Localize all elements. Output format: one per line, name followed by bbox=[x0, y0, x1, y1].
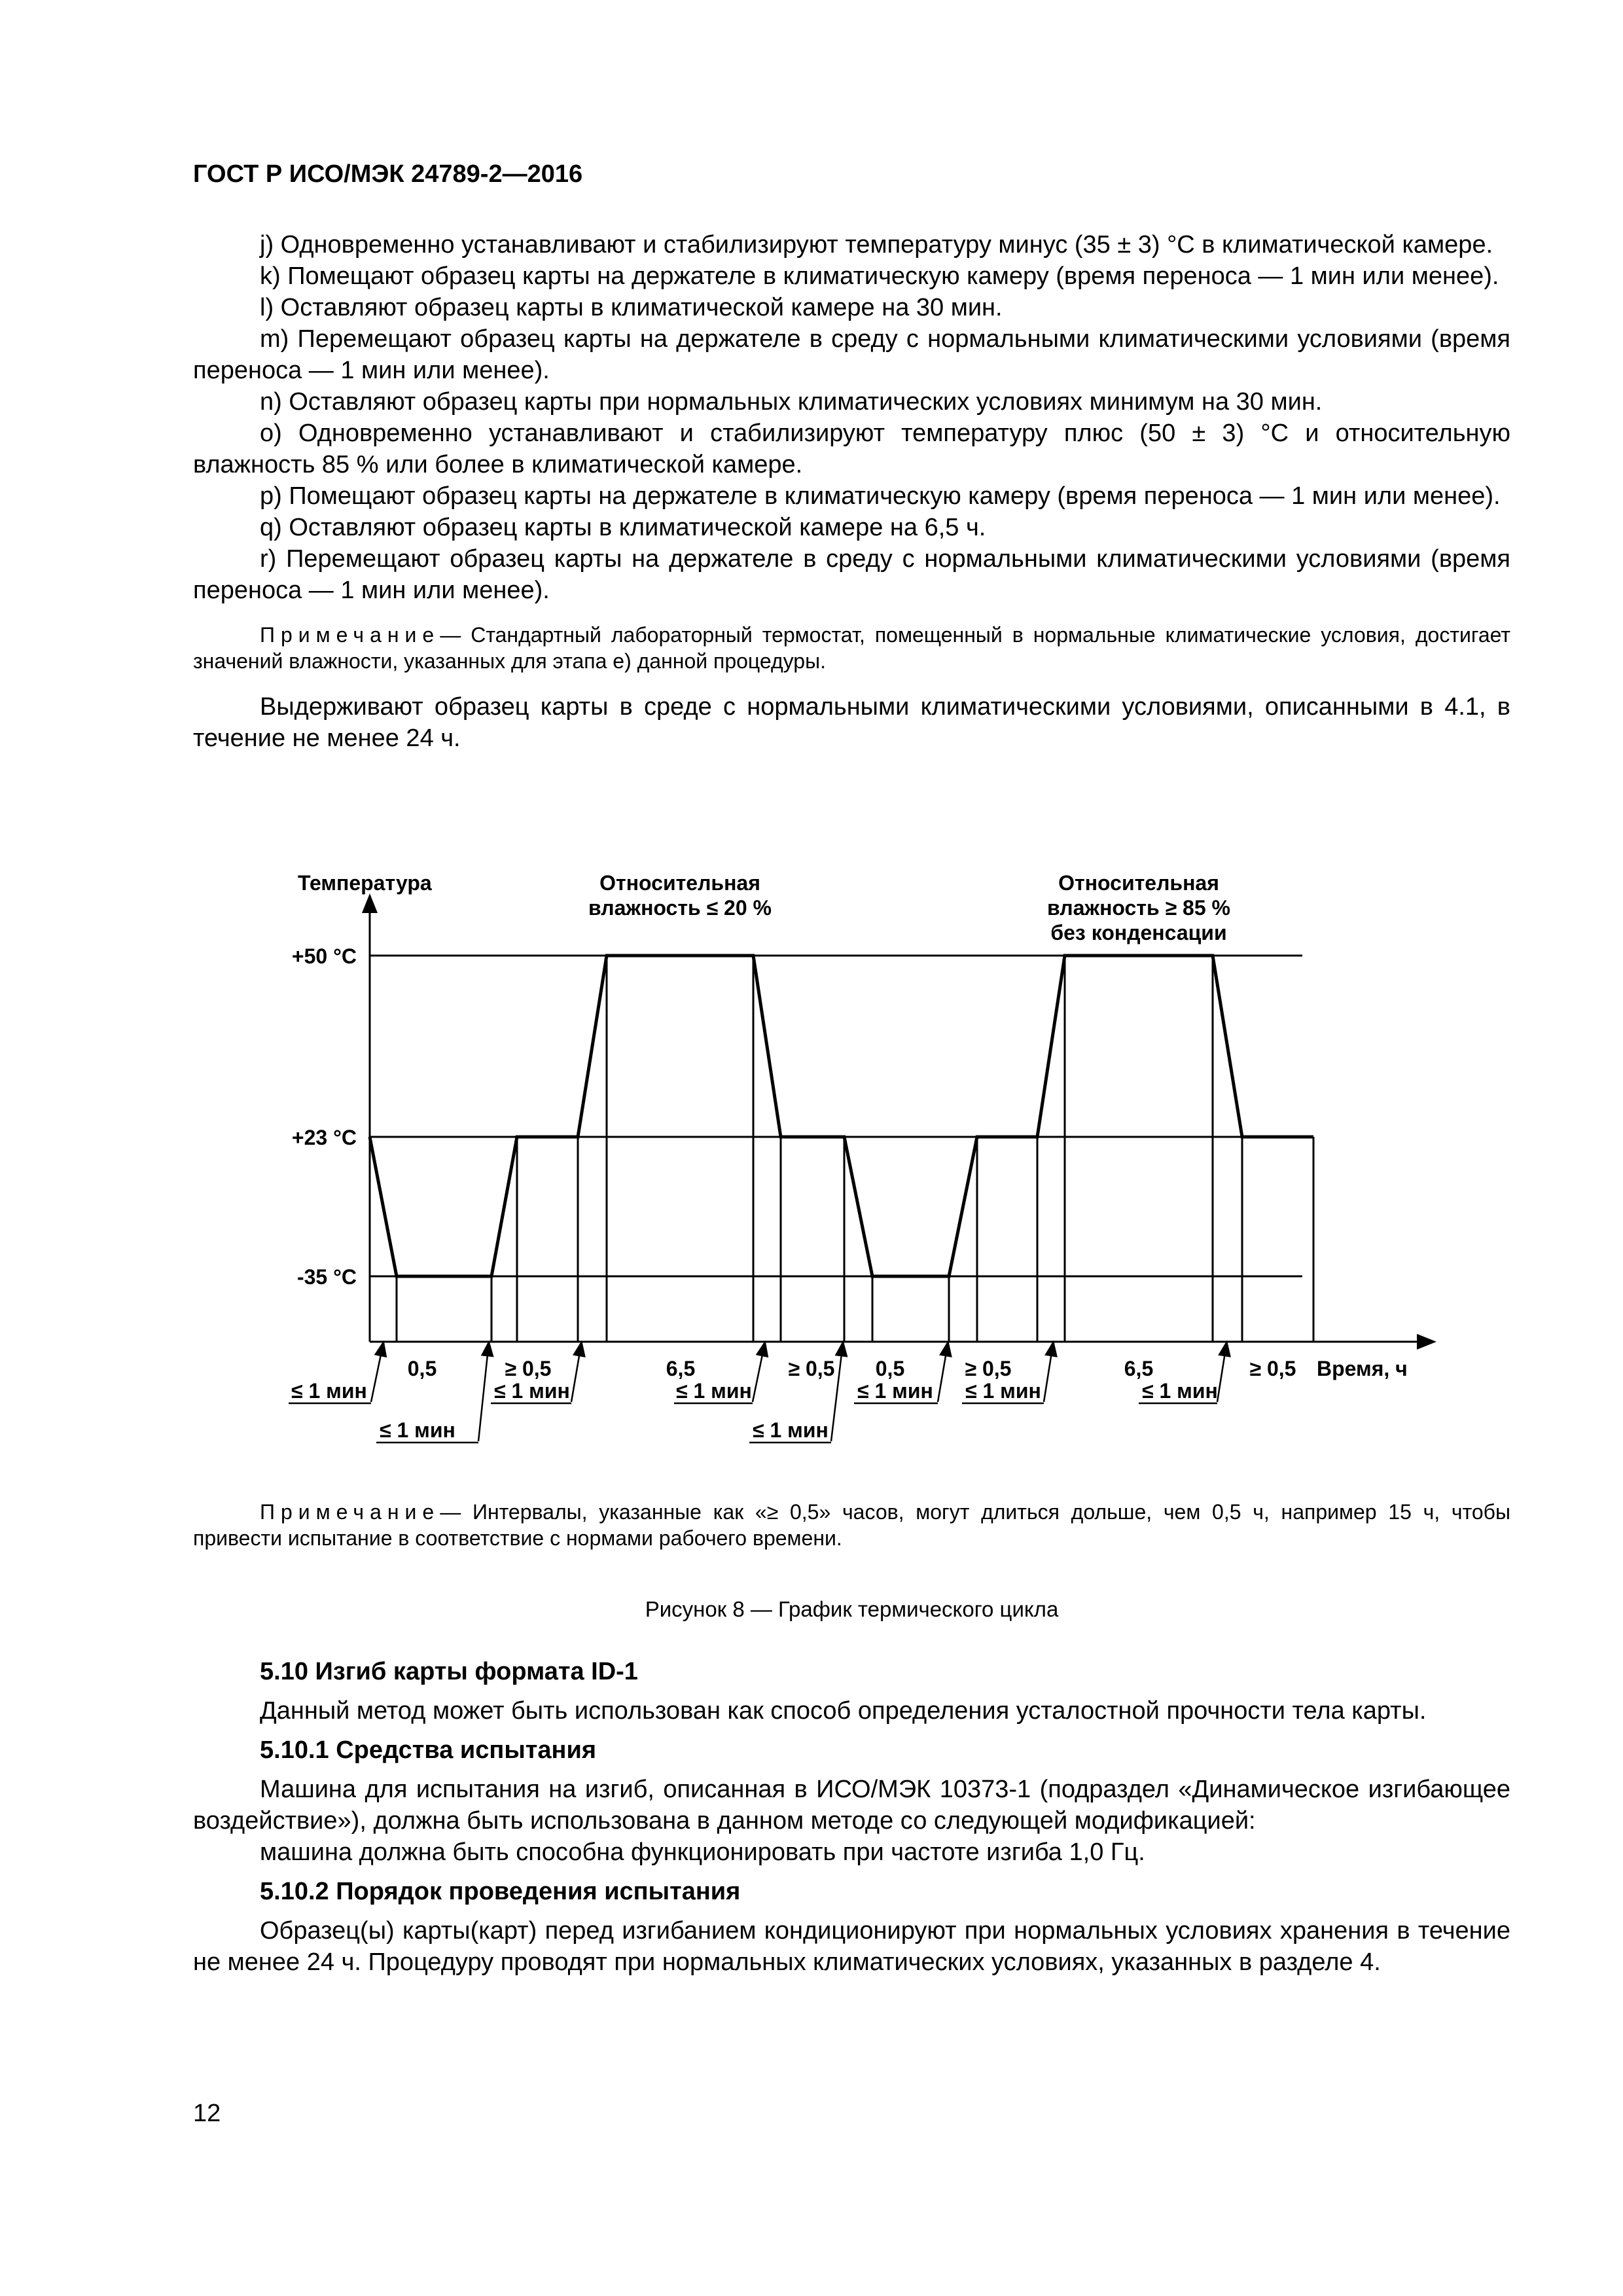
tick-minus35: -35 °С bbox=[296, 1265, 357, 1289]
note-2-block bbox=[193, 1499, 1510, 1551]
note-2 bbox=[193, 1499, 1510, 1551]
min-label-6: ≤ 1 мин bbox=[857, 1379, 933, 1403]
interval-label-1: 0,5 bbox=[407, 1357, 437, 1380]
thermal-cycle-svg bbox=[193, 851, 1510, 1492]
note-2-text: — Интервалы, указанные как «≥ 0,5» часов, могут длиться дольше, чем 0,5 ч, например 15 ч, чтобы привести испытание в соответствие с нормами рабочего времени. bbox=[193, 1500, 1510, 1550]
min-label-4: ≤ 1 мин bbox=[676, 1379, 752, 1403]
interval-label-3: 6,5 bbox=[666, 1357, 696, 1380]
humidity-1-line-2: влажность ≤ 20 % bbox=[588, 896, 772, 920]
tick-plus50: +50 °С bbox=[291, 944, 357, 968]
y-axis-title: Температура bbox=[298, 871, 432, 895]
section-5-10-2-text: Образец(ы) карты(карт) перед изгибанием кондиционируют при нормальных условиях хранения в течение не менее 24 ч. Процедуру проводят при нормальных климатических условиях, указанных в разделе 4. bbox=[193, 1917, 1510, 1976]
min-label-3: ≤ 1 мин bbox=[494, 1379, 570, 1403]
interval-label-6: ≥ 0,5 bbox=[965, 1357, 1012, 1380]
interval-label-4: ≥ 0,5 bbox=[788, 1357, 835, 1380]
paragraph-1: Выдерживают образец карты в среде с нормальными климатическими условиями, описанными в 4.1, в течение не менее 24 ч. bbox=[193, 693, 1510, 752]
section-5-10-1-title: 5.10.1 Средства испытания bbox=[260, 1736, 597, 1764]
steps-block bbox=[193, 229, 1510, 754]
tick-plus23: +23 °С bbox=[291, 1126, 357, 1149]
figure-caption: Рисунок 8 — График термического цикла bbox=[645, 1597, 1059, 1621]
interval-label-7: 6,5 bbox=[1124, 1357, 1154, 1380]
humidity-2-line-1: Относительная bbox=[1058, 871, 1219, 895]
step-m: m) Перемещают образец карты на держателе в среду с нормальными климатическими условиями (время переноса — 1 мин или менее). bbox=[193, 325, 1510, 384]
interval-label-2: ≥ 0,5 bbox=[505, 1357, 552, 1380]
temperature-profile bbox=[370, 956, 1313, 1276]
interval-label-5: 0,5 bbox=[875, 1357, 905, 1380]
min-label-2: ≤ 1 мин bbox=[380, 1418, 455, 1442]
min-label-5: ≤ 1 мин bbox=[753, 1418, 829, 1442]
x-axis-title: Время, ч bbox=[1317, 1357, 1408, 1380]
time-markers bbox=[397, 956, 1313, 1342]
interval-label-8: ≥ 0,5 bbox=[1249, 1357, 1296, 1380]
note-1-label: Примечание bbox=[260, 623, 440, 647]
section-5-10-1-text-1: Машина для испытания на изгиб, описанная в ИСО/МЭК 10373-1 (подраздел «Динамическое изгибающее воздействие»), должна быть использована в данном методе со следующей модификацией: bbox=[193, 1776, 1510, 1835]
step-q: q) Оставляют образец карты в климатической камере на 6,5 ч. bbox=[260, 514, 986, 541]
note-1 bbox=[193, 622, 1510, 674]
section-5-10-text: Данный метод может быть использован как способ определения усталостной прочности тела карты. bbox=[260, 1697, 1427, 1725]
step-o: o) Одновременно устанавливают и стабилизируют температуру плюс (50 ± 3) °С и относительную влажность 85 % или более в климатической камере. bbox=[193, 420, 1510, 478]
humidity-1-line-1: Относительная bbox=[599, 871, 760, 895]
note-1-text: — Стандартный лабораторный термостат, помещенный в нормальные климатические условия, достигает значений влажности, указанных для этапа e) данной процедуры. bbox=[193, 623, 1510, 673]
min-label-1: ≤ 1 мин bbox=[291, 1379, 367, 1403]
step-l: l) Оставляют образец карты в климатической камере на 30 мин. bbox=[260, 294, 1003, 321]
min-label-7: ≤ 1 мин bbox=[965, 1379, 1041, 1403]
section-5-10-title: 5.10 Изгиб карты формата ID-1 bbox=[260, 1658, 638, 1685]
section-5-10-1-text-2: машина должна быть способна функционировать при частоте изгиба 1,0 Гц. bbox=[260, 1839, 1145, 1866]
thermal-cycle-diagram bbox=[193, 851, 1510, 1492]
section-5-10-2-title: 5.10.2 Порядок проведения испытания bbox=[260, 1878, 741, 1905]
section-5-10-block bbox=[193, 1656, 1510, 1978]
note-2-label: Примечание bbox=[260, 1500, 440, 1524]
humidity-2-line-3: без конденсации bbox=[1050, 921, 1227, 944]
step-n: n) Оставляют образец карты при нормальных климатических условиях минимум на 30 мин. bbox=[260, 388, 1323, 416]
step-r: r) Перемещают образец карты на держателе в среду с нормальными климатическими условиями (время переноса — 1 мин или менее). bbox=[193, 545, 1510, 604]
step-j: j) Одновременно устанавливают и стабилизируют температуру минус (35 ± 3) °С в климатической камере. bbox=[260, 231, 1493, 259]
min-label-8: ≤ 1 мин bbox=[1142, 1379, 1218, 1403]
document-header: ГОСТ Р ИСО/МЭК 24789-2—2016 bbox=[193, 160, 583, 188]
page-number: 12 bbox=[193, 2100, 221, 2127]
step-p: p) Помещают образец карты на держателе в климатическую камеру (время переноса — 1 мин или менее). bbox=[260, 482, 1501, 510]
step-k: k) Помещают образец карты на держателе в климатическую камеру (время переноса — 1 мин или менее). bbox=[260, 262, 1499, 290]
humidity-2-line-2: влажность ≥ 85 % bbox=[1047, 896, 1230, 920]
